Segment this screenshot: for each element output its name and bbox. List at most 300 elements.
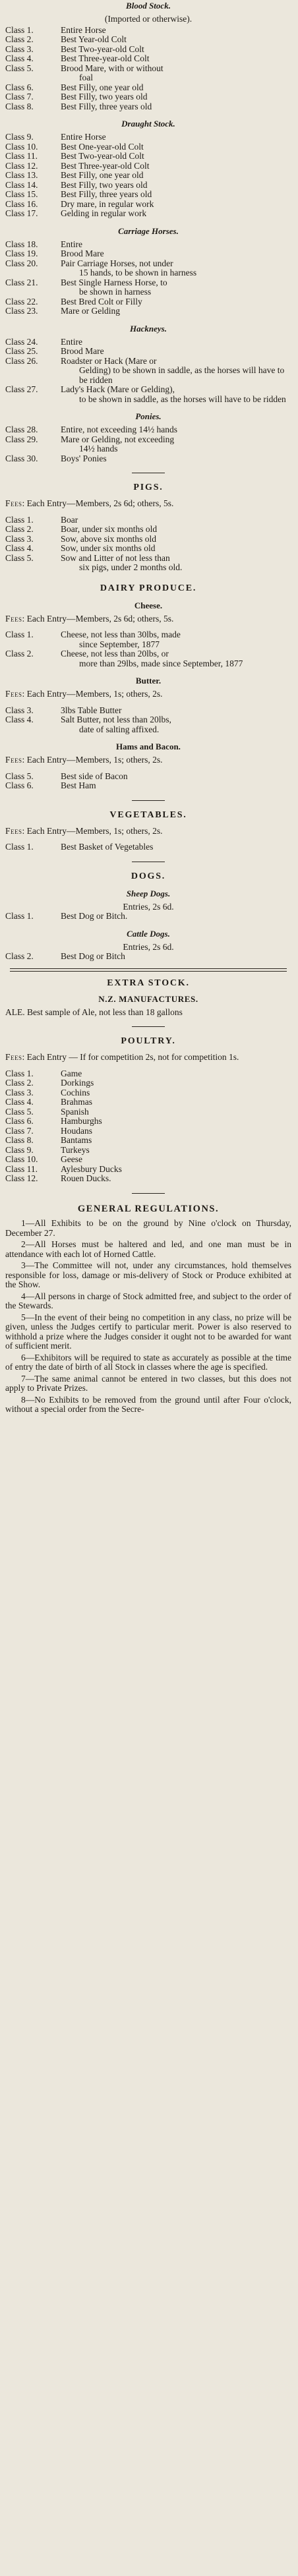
class-number: Class 12.	[5, 160, 38, 171]
class-entry	[5, 1155, 291, 1165]
class-entry	[5, 525, 291, 535]
blood-stock-heading: Blood Stock.	[126, 1, 171, 11]
class-text: Boar, under six months old	[61, 524, 158, 534]
class-entry	[5, 307, 291, 316]
class-number: Class 6.	[5, 1116, 34, 1126]
class-entry	[5, 1088, 291, 1098]
regulation-item: 2—All Horses must be haltered and led, and one man must be in attendance with each lot of Horned Cattle.	[5, 1239, 291, 1259]
class-number: Class 5.	[5, 63, 34, 73]
class-description	[61, 706, 291, 716]
class-number: Class 2.	[5, 649, 34, 659]
class-text: Sow, under six months old	[61, 543, 156, 553]
class-entry	[5, 544, 291, 554]
fees-text: : Each Entry—Members, 1s; others, 2s.	[22, 755, 163, 765]
class-number: Class 17.	[5, 208, 38, 218]
fees-text: : Each Entry—Members, 1s; others, 2s.	[22, 689, 163, 699]
hams-bacon-heading: Hams and Bacon.	[116, 742, 181, 751]
class-description	[61, 1165, 291, 1175]
class-description	[61, 515, 291, 525]
class-text: Lady's Hack (Mare or Gelding),	[61, 384, 175, 394]
class-description	[61, 385, 291, 404]
class-entry	[5, 92, 291, 102]
class-text: Entire	[61, 336, 82, 347]
class-description	[61, 83, 291, 93]
fees-label: Fees	[5, 755, 22, 765]
hams-bacon-classes	[5, 772, 291, 791]
class-entry	[5, 649, 291, 668]
class-description	[61, 190, 291, 200]
fees-label: Fees	[5, 613, 22, 624]
class-description	[61, 357, 291, 386]
regulation-item: 5—In the event of their being no competition in any class, no prize will be given, unless the Judges certify to particular merit. Power is also reserved to withhold a prize where the Judges consider it ought not to be awarded for want of sufficient merit.	[5, 1312, 291, 1351]
regulation-item: 4—All persons in charge of Stock admitted free, and subject to the order of the Stewards.	[5, 1291, 291, 1310]
class-text: Best Two-year-old Colt	[61, 44, 144, 54]
sheep-dogs-heading: Sheep Dogs.	[126, 888, 171, 898]
pigs-section	[5, 483, 291, 573]
class-text: Best Filly, three years old	[61, 189, 152, 199]
hackneys-section	[5, 324, 291, 405]
class-text: Brood Mare, with or without	[61, 63, 164, 73]
class-number: Class 7.	[5, 1125, 34, 1136]
ponies-section	[5, 412, 291, 463]
class-number: Class 15.	[5, 189, 38, 199]
class-entry	[5, 1098, 291, 1107]
cattle-dogs-block	[5, 929, 291, 962]
regulation-item: 3—The Committee will not, under any circumstances, hold themselves responsible for loss, damage or mis-delivery of Stock or Produce exhibited at the Show.	[5, 1260, 291, 1289]
class-entry	[5, 630, 291, 649]
class-entry	[5, 26, 291, 36]
class-description	[61, 912, 291, 922]
cheese-block	[5, 601, 291, 669]
class-entry	[5, 190, 291, 200]
class-number: Class 14.	[5, 179, 38, 190]
class-text: Best Year-old Colt	[61, 34, 127, 44]
class-description	[61, 1174, 291, 1184]
class-description	[61, 152, 291, 161]
class-text: Dry mare, in regular work	[61, 198, 154, 209]
carriage-horses-section	[5, 227, 291, 316]
hams-bacon-fees	[5, 755, 291, 765]
class-entry	[5, 278, 291, 297]
carriage-horses-classes	[5, 240, 291, 316]
hackneys-heading: Hackneys.	[130, 323, 167, 334]
class-entry	[5, 1165, 291, 1175]
class-description	[61, 842, 291, 852]
class-number: Class 12.	[5, 1173, 38, 1183]
class-number: Class 27.	[5, 384, 38, 394]
class-number: Class 28.	[5, 424, 38, 434]
class-text: Sow and Litter of not less than	[61, 552, 170, 563]
class-entry	[5, 337, 291, 347]
class-text: Best Three-year-old Colt	[61, 160, 150, 171]
class-entry	[5, 912, 291, 922]
class-description	[61, 209, 291, 219]
carriage-horses-heading: Carriage Horses.	[118, 225, 179, 236]
class-text: Best Dog or Bitch	[61, 951, 125, 961]
class-entry	[5, 1127, 291, 1136]
class-entry	[5, 535, 291, 544]
sheep-dogs-block	[5, 889, 291, 922]
hackneys-classes	[5, 337, 291, 405]
class-description	[61, 181, 291, 190]
class-number: Class 3.	[5, 705, 34, 715]
class-text: Boys' Ponies	[61, 453, 107, 463]
class-text-continued: 15 hands, to be shown in harness	[79, 268, 197, 278]
class-number: Class 5.	[5, 771, 34, 781]
class-entry	[5, 181, 291, 190]
class-text: Hamburghs	[61, 1116, 102, 1126]
butter-fees	[5, 689, 291, 699]
class-number: Class 10.	[5, 141, 38, 152]
draught-stock-classes	[5, 132, 291, 219]
class-entry	[5, 1174, 291, 1184]
class-text: Houdans	[61, 1125, 92, 1136]
class-text-continued: date of salting affixed.	[79, 724, 160, 734]
fees-label: Fees	[5, 825, 22, 836]
cattle-dogs-fee: Entries, 2s 6d.	[123, 941, 174, 952]
class-text: Bantams	[61, 1135, 92, 1145]
class-number: Class 26.	[5, 355, 38, 366]
class-entry	[5, 259, 291, 278]
class-description	[61, 240, 291, 250]
class-number: Class 10.	[5, 1154, 38, 1164]
dairy-produce-section	[5, 583, 291, 791]
class-description	[61, 1127, 291, 1136]
class-text: Best One-year-old Colt	[61, 141, 144, 152]
class-entry	[5, 102, 291, 112]
divider	[132, 1193, 165, 1194]
class-number: Class 1.	[5, 1068, 34, 1078]
class-number: Class 1.	[5, 24, 34, 35]
blood-stock-section	[5, 1, 291, 111]
class-description	[61, 544, 291, 554]
butter-heading: Butter.	[135, 676, 162, 686]
class-text: Mare or Gelding, not exceeding	[61, 434, 175, 444]
class-entry	[5, 1078, 291, 1088]
class-text: Rouen Ducks.	[61, 1173, 111, 1183]
class-text: Best Dog or Bitch.	[61, 911, 128, 921]
class-text: Best Filly, two years old	[61, 92, 148, 102]
ponies-classes	[5, 425, 291, 463]
class-description	[61, 54, 291, 64]
class-description	[61, 249, 291, 259]
class-text: Best Single Harness Horse, to	[61, 277, 167, 287]
class-number: Class 4.	[5, 1097, 34, 1107]
class-text: Best Two-year-old Colt	[61, 151, 144, 161]
class-description	[61, 337, 291, 347]
class-description	[61, 454, 291, 464]
dogs-heading: DOGS.	[131, 871, 166, 881]
general-regulations-heading: GENERAL REGULATIONS.	[77, 1203, 220, 1214]
pigs-classes	[5, 515, 291, 573]
class-text: Sow, above six months old	[61, 533, 156, 544]
class-text: Salt Butter, not less than 20lbs,	[61, 715, 171, 724]
draught-stock-heading: Draught Stock.	[121, 119, 175, 129]
class-number: Class 4.	[5, 53, 34, 63]
vegetables-section	[5, 810, 291, 852]
class-description	[61, 715, 291, 734]
class-entry	[5, 781, 291, 791]
regulation-item: 1—All Exhibits to be on the ground by Nine o'clock on Thursday, December 27.	[5, 1218, 291, 1238]
poultry-heading: POULTRY.	[121, 1036, 176, 1046]
class-entry	[5, 715, 291, 734]
class-text: Entire	[61, 239, 82, 249]
class-description	[61, 161, 291, 171]
class-text-continued: 14½ hands	[79, 444, 118, 454]
class-text: Roadster or Hack (Mare or	[61, 355, 157, 366]
cheese-fees	[5, 614, 291, 624]
class-number: Class 6.	[5, 780, 34, 790]
class-text: Brood Mare	[61, 346, 104, 356]
class-text: Pair Carriage Horses, not under	[61, 258, 173, 268]
class-number: Class 23.	[5, 306, 38, 316]
ale-label: ALE.	[5, 1007, 25, 1017]
class-number: Class 9.	[5, 1144, 34, 1155]
class-entry	[5, 152, 291, 161]
class-entry	[5, 249, 291, 259]
class-text: Brahmas	[61, 1097, 92, 1107]
class-text: Cheese, not less than 20lbs, or	[61, 649, 169, 659]
class-description	[61, 1146, 291, 1156]
class-description	[61, 1069, 291, 1079]
class-number: Class 13.	[5, 170, 38, 180]
dairy-produce-heading: DAIRY PRODUCE.	[100, 583, 197, 593]
class-entry	[5, 161, 291, 171]
class-description	[61, 1117, 291, 1127]
class-entry	[5, 554, 291, 573]
class-entry	[5, 435, 291, 454]
class-text: Gelding in regular work	[61, 208, 147, 218]
class-number: Class 11.	[5, 151, 38, 161]
general-regulations-section	[5, 1204, 291, 1415]
cattle-dogs-heading: Cattle Dogs.	[127, 928, 170, 939]
class-entry	[5, 952, 291, 962]
class-description	[61, 278, 291, 297]
class-number: Class 30.	[5, 453, 38, 463]
dogs-section	[5, 871, 291, 962]
fees-label: Fees	[5, 498, 22, 508]
regulation-item: 8—No Exhibits to be removed from the ground until after Four o'clock, without a special order from the Secre-	[5, 1394, 291, 1414]
class-number: Class 18.	[5, 239, 38, 249]
class-description	[61, 535, 291, 544]
class-text: Cochins	[61, 1087, 90, 1098]
class-number: Class 2.	[5, 524, 34, 534]
sheep-dogs-classes	[5, 912, 291, 922]
class-entry	[5, 64, 291, 83]
poultry-section	[5, 1036, 291, 1184]
class-number: Class 6.	[5, 82, 34, 92]
class-description	[61, 45, 291, 55]
class-number: Class 8.	[5, 1135, 34, 1145]
class-text-continued: six pigs, under 2 months old.	[79, 562, 183, 572]
fees-text: : Each Entry—Members, 2s 6d; others, 5s.	[22, 498, 174, 508]
ale-text: Best sample of Ale, not less than 18 gallons	[27, 1007, 183, 1017]
class-text-continued: to be shown in saddle, as the horses will have to be ridden	[79, 394, 286, 404]
class-entry	[5, 240, 291, 250]
class-text: Best Filly, two years old	[61, 179, 148, 190]
class-number: Class 1.	[5, 842, 34, 852]
class-description	[61, 307, 291, 316]
nz-manufactures-heading: N.Z. MANUFACTURES.	[98, 993, 198, 1004]
class-number: Class 8.	[5, 101, 34, 111]
class-text-continued: more than 29lbs, made since September, 1877	[79, 658, 243, 668]
butter-block	[5, 676, 291, 734]
class-entry	[5, 1069, 291, 1079]
class-description	[61, 952, 291, 962]
class-description	[61, 1136, 291, 1146]
class-entry	[5, 347, 291, 357]
class-number: Class 5.	[5, 1106, 34, 1117]
class-entry	[5, 1117, 291, 1127]
class-text: Dorkings	[61, 1078, 94, 1088]
class-entry	[5, 1107, 291, 1117]
class-number: Class 11.	[5, 1163, 38, 1174]
class-number: Class 25.	[5, 346, 38, 356]
class-entry	[5, 385, 291, 404]
class-text: Best Filly, one year old	[61, 170, 144, 180]
class-number: Class 9.	[5, 132, 34, 142]
class-number: Class 1.	[5, 911, 34, 921]
vegetables-heading: VEGETABLES.	[109, 809, 187, 820]
class-number: Class 7.	[5, 92, 34, 102]
class-text: Entire Horse	[61, 132, 106, 142]
class-description	[61, 554, 291, 573]
class-description	[61, 297, 291, 307]
class-description	[61, 1088, 291, 1098]
class-description	[61, 200, 291, 210]
class-text: Best Ham	[61, 780, 96, 790]
regulation-item: 6—Exhibitors will be required to state as accurately as possible at the time of entry the date of birth of all Stock in classes where the age is specified.	[5, 1352, 291, 1372]
class-number: Class 3.	[5, 44, 34, 54]
class-description	[61, 35, 291, 45]
class-description	[61, 171, 291, 181]
class-entry	[5, 132, 291, 142]
class-text: Best side of Bacon	[61, 771, 128, 781]
class-description	[61, 525, 291, 535]
class-description	[61, 259, 291, 278]
class-text: Best Basket of Vegetables	[61, 842, 154, 852]
class-text-continued: Gelding) to be shown in saddle, as the horses will have to be ridden	[79, 365, 285, 385]
pigs-heading: PIGS.	[133, 483, 164, 492]
class-description	[61, 781, 291, 791]
class-description	[61, 1098, 291, 1107]
class-entry	[5, 209, 291, 219]
class-entry	[5, 45, 291, 55]
class-description	[61, 649, 291, 668]
cattle-dogs-classes	[5, 952, 291, 962]
class-description	[61, 92, 291, 102]
regulations-list	[5, 1219, 291, 1415]
class-entry	[5, 454, 291, 464]
class-description	[61, 630, 291, 649]
class-text-continued: foal	[79, 73, 93, 82]
class-entry	[5, 297, 291, 307]
cheese-classes	[5, 630, 291, 668]
class-description	[61, 102, 291, 112]
class-number: Class 2.	[5, 1078, 34, 1088]
double-rule	[10, 968, 287, 972]
extra-stock-heading: EXTRA STOCK.	[107, 978, 190, 988]
class-text: Boar	[61, 514, 78, 525]
class-entry	[5, 142, 291, 152]
class-text-continued: since September, 1877	[79, 639, 160, 649]
draught-stock-section	[5, 119, 291, 219]
class-text: Best Bred Colt or Filly	[61, 296, 142, 307]
class-entry	[5, 83, 291, 93]
class-text-continued: be shown in harness	[79, 287, 152, 297]
class-entry	[5, 1146, 291, 1156]
class-number: Class 22.	[5, 296, 38, 307]
regulation-item: 7—The same animal cannot be entered in two classes, but this does not apply to Private Prizes.	[5, 1373, 291, 1393]
class-text: Mare or Gelding	[61, 306, 120, 316]
class-entry	[5, 515, 291, 525]
hams-bacon-block	[5, 742, 291, 791]
class-entry	[5, 425, 291, 435]
class-number: Class 3.	[5, 533, 34, 544]
class-description	[61, 26, 291, 36]
class-text: Aylesbury Ducks	[61, 1163, 122, 1174]
class-text: 3lbs Table Butter	[61, 705, 122, 715]
poultry-fees	[5, 1053, 291, 1063]
class-description	[61, 425, 291, 435]
cheese-heading: Cheese.	[134, 600, 163, 610]
divider	[132, 800, 165, 801]
class-entry	[5, 171, 291, 181]
class-entry	[5, 1136, 291, 1146]
class-number: Class 5.	[5, 552, 34, 563]
class-description	[61, 1078, 291, 1088]
poultry-classes	[5, 1069, 291, 1184]
class-number: Class 4.	[5, 715, 34, 724]
class-number: Class 29.	[5, 434, 38, 444]
class-text: Entire, not exceeding 14½ hands	[61, 424, 177, 434]
class-text: Best Filly, three years old	[61, 101, 152, 111]
sheep-dogs-fee: Entries, 2s 6d.	[123, 901, 174, 912]
pigs-fees	[5, 499, 291, 509]
class-description	[61, 1107, 291, 1117]
fees-label: Fees	[5, 689, 22, 699]
ale-entry	[5, 1008, 291, 1018]
butter-classes	[5, 706, 291, 735]
class-entry	[5, 706, 291, 716]
blood-stock-note: (Imported or otherwise).	[104, 14, 193, 24]
class-number: Class 4.	[5, 543, 34, 553]
blood-stock-classes	[5, 26, 291, 112]
class-text: Entire Horse	[61, 24, 106, 35]
vegetables-classes	[5, 842, 291, 852]
class-description	[61, 132, 291, 142]
class-text: Turkeys	[61, 1144, 90, 1155]
class-text: Game	[61, 1068, 82, 1078]
class-description	[61, 347, 291, 357]
class-number: Class 21.	[5, 277, 38, 287]
class-description	[61, 772, 291, 782]
class-entry	[5, 200, 291, 210]
extra-stock-section	[5, 978, 291, 1018]
class-entry	[5, 54, 291, 64]
vegetables-fees	[5, 827, 291, 836]
class-number: Class 1.	[5, 629, 34, 639]
fees-label: Fees	[5, 1052, 22, 1062]
class-entry	[5, 772, 291, 782]
class-number: Class 24.	[5, 336, 38, 347]
fees-text: : Each Entry — If for competition 2s, not for competition 1s.	[22, 1052, 239, 1062]
class-text: Best Filly, one year old	[61, 82, 144, 92]
fees-text: : Each Entry—Members, 2s 6d; others, 5s.	[22, 613, 174, 624]
fees-text: : Each Entry—Members, 1s; others, 2s.	[22, 825, 163, 836]
class-description	[61, 142, 291, 152]
class-number: Class 1.	[5, 514, 34, 525]
